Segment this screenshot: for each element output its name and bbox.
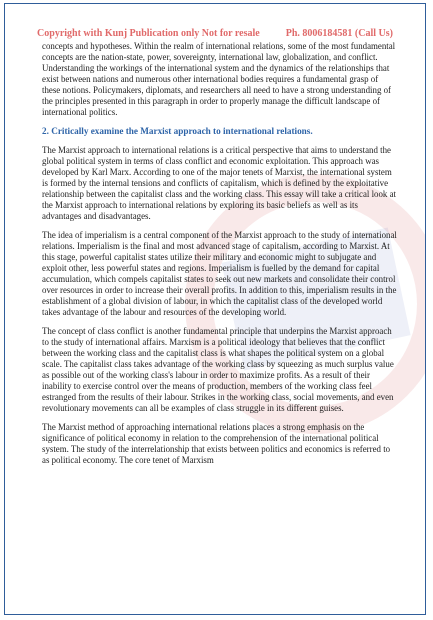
document-page: [4, 3, 426, 615]
paragraph: The Marxist approach to international relations is a critical perspective that aims to understand the global political system in terms of class conflict and economic exploitation. This approach was developed by Karl Marx. According to one of the major tenets of Marxist, the international system is formed by the internal tensions and conflicts of capitalism, which is defined by the exploitative relationship between the capitalist class and the working class. This essay will take a critical look at the Marxist approach to international relations by exploring its basic beliefs as well as its advantages and disadvantages.: [42, 145, 396, 221]
paragraph: The concept of class conflict is another fundamental principle that underpins the Marxist approach to the study of international affairs. Marxism is a political ideology that believes that the conflict between the working class and the capitalist class is what shapes the political system on a global scale. The capitalist class takes advantage of the working class by squeezing as much surplus value as possible out of the working class's labour in order to maximize profits. As a result of their inability to exercise control over the means of production, members of the working class feel estranged from the results of their labour. Strikes in the working class, social movements, and even revolutionary movements can all be examples of class struggle in its different guises.: [42, 326, 394, 413]
paragraph: The idea of imperialism is a central component of the Marxist approach to the study of international relations. Imperialism is the final and most advanced stage of capitalism, according to Marxist. At this stage, powerful capitalist states utilize their military and economic might to subjugate and exploit other, less powerful states and regions. Imperialism is fuelled by the demand for capital accumulation, which compels capitalist states to seek out new markets and consolidate their control over resources in order to increase their overall profits. In addition to this, imperialism results in the establishment of a global division of labour, in which the capitalist class of the developed world takes advantage of the labour and resources of the developing world.: [42, 230, 397, 317]
page-header: [5, 28, 425, 39]
section-heading: 2. Critically examine the Marxist approach to international relations.: [42, 126, 313, 136]
paragraph: The Marxist method of approaching international relations places a strong emphasis on the significance of political economy in relation to the comprehension of the international political system. The study of the interrelationship that exists between politics and economics is referred to as political economy. The core tenet of Marxism: [42, 422, 391, 465]
document-body: [42, 41, 397, 474]
phone-number: Ph. 8006184581 (Call Us): [285, 28, 393, 39]
paragraph: concepts and hypotheses. Within the realm of international relations, some of the most fundamental concepts are the nation-state, power, sovereignty, international law, globalization, and conflict. Understanding the workings of the international system and the dynamics of the relationships that exist between nations and numerous other international bodies requires a fundamental grasp of these notions. Policymakers, diplomats, and researchers all need to have a strong understanding of the principles presented in this paragraph in order to properly manage the difficult landscape of international politics.: [42, 41, 396, 117]
copyright-notice: Copyright with Kunj Publication only Not for resale: [37, 28, 260, 39]
